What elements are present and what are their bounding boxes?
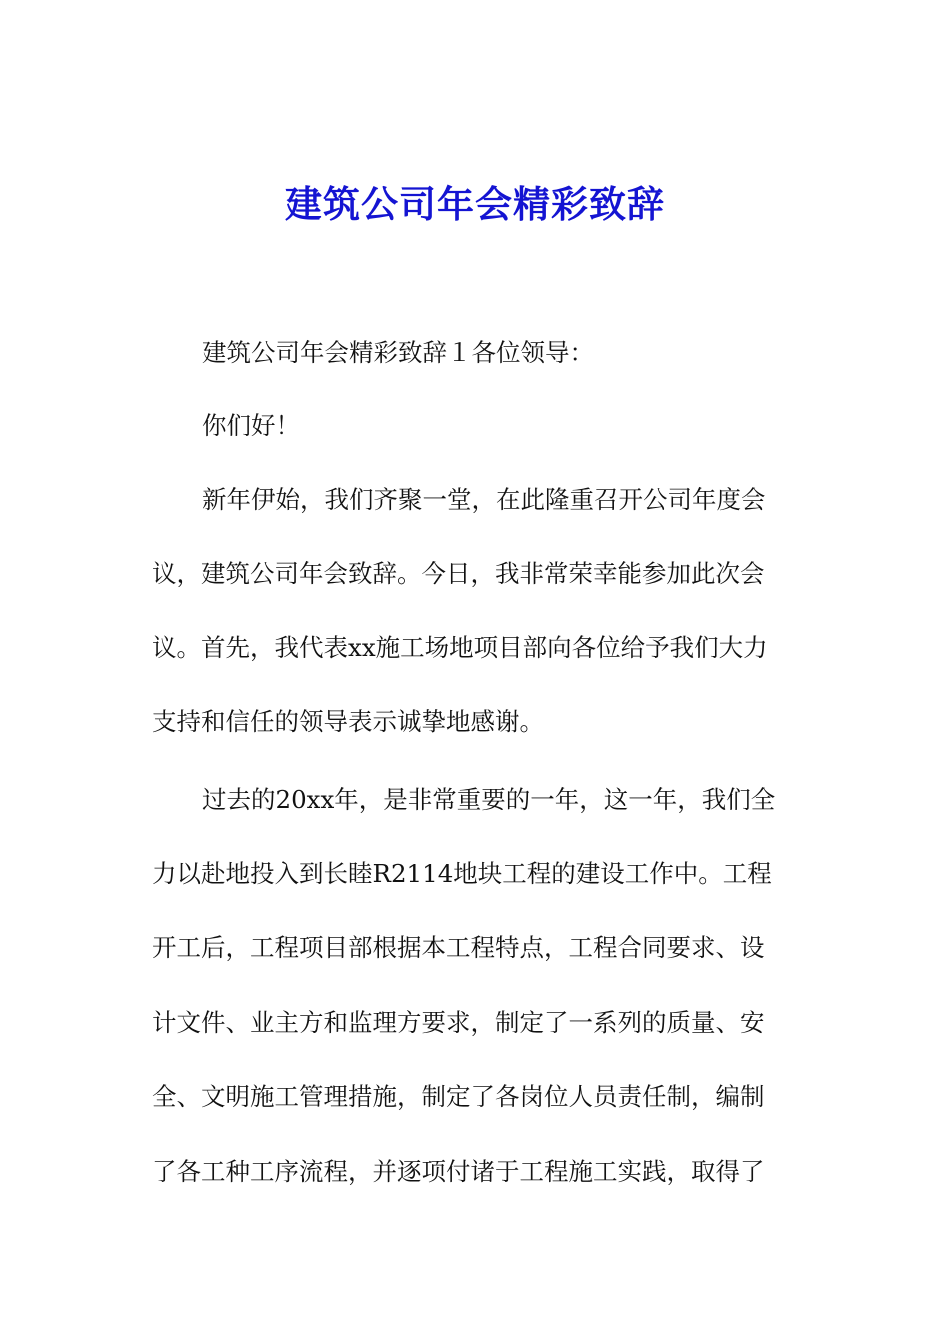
paragraph-line: 建筑公司年会精彩致辞１各位领导：: [202, 338, 594, 367]
paragraph-line: 你们好！: [202, 411, 300, 440]
paragraph-line: 计文件、业主方和监理方要求，制定了一系列的质量、安: [152, 1008, 765, 1037]
paragraph-line: 过去的20xx年，是非常重要的一年，这一年，我们全: [202, 785, 776, 814]
paragraph-line: 力以赴地投入到长睦R2114地块工程的建设工作中。工程: [152, 859, 772, 888]
paragraph-line: 全、文明施工管理措施，制定了各岗位人员责任制，编制: [152, 1082, 765, 1111]
document-title: 建筑公司年会精彩致辞: [285, 182, 665, 226]
paragraph-line: 议。首先，我代表xx施工场地项目部向各位给予我们大力: [152, 633, 768, 662]
paragraph-line: 议，建筑公司年会致辞。今日，我非常荣幸能参加此次会: [152, 559, 765, 588]
paragraph-line: 了各工种工序流程，并逐项付诸于工程施工实践，取得了: [152, 1157, 765, 1186]
paragraph-line: 支持和信任的领导表示诚挚地感谢。: [152, 707, 544, 736]
paragraph-line: 新年伊始，我们齐聚一堂，在此隆重召开公司年度会: [202, 485, 766, 514]
paragraph-line: 开工后，工程项目部根据本工程特点，工程合同要求、设: [152, 933, 765, 962]
